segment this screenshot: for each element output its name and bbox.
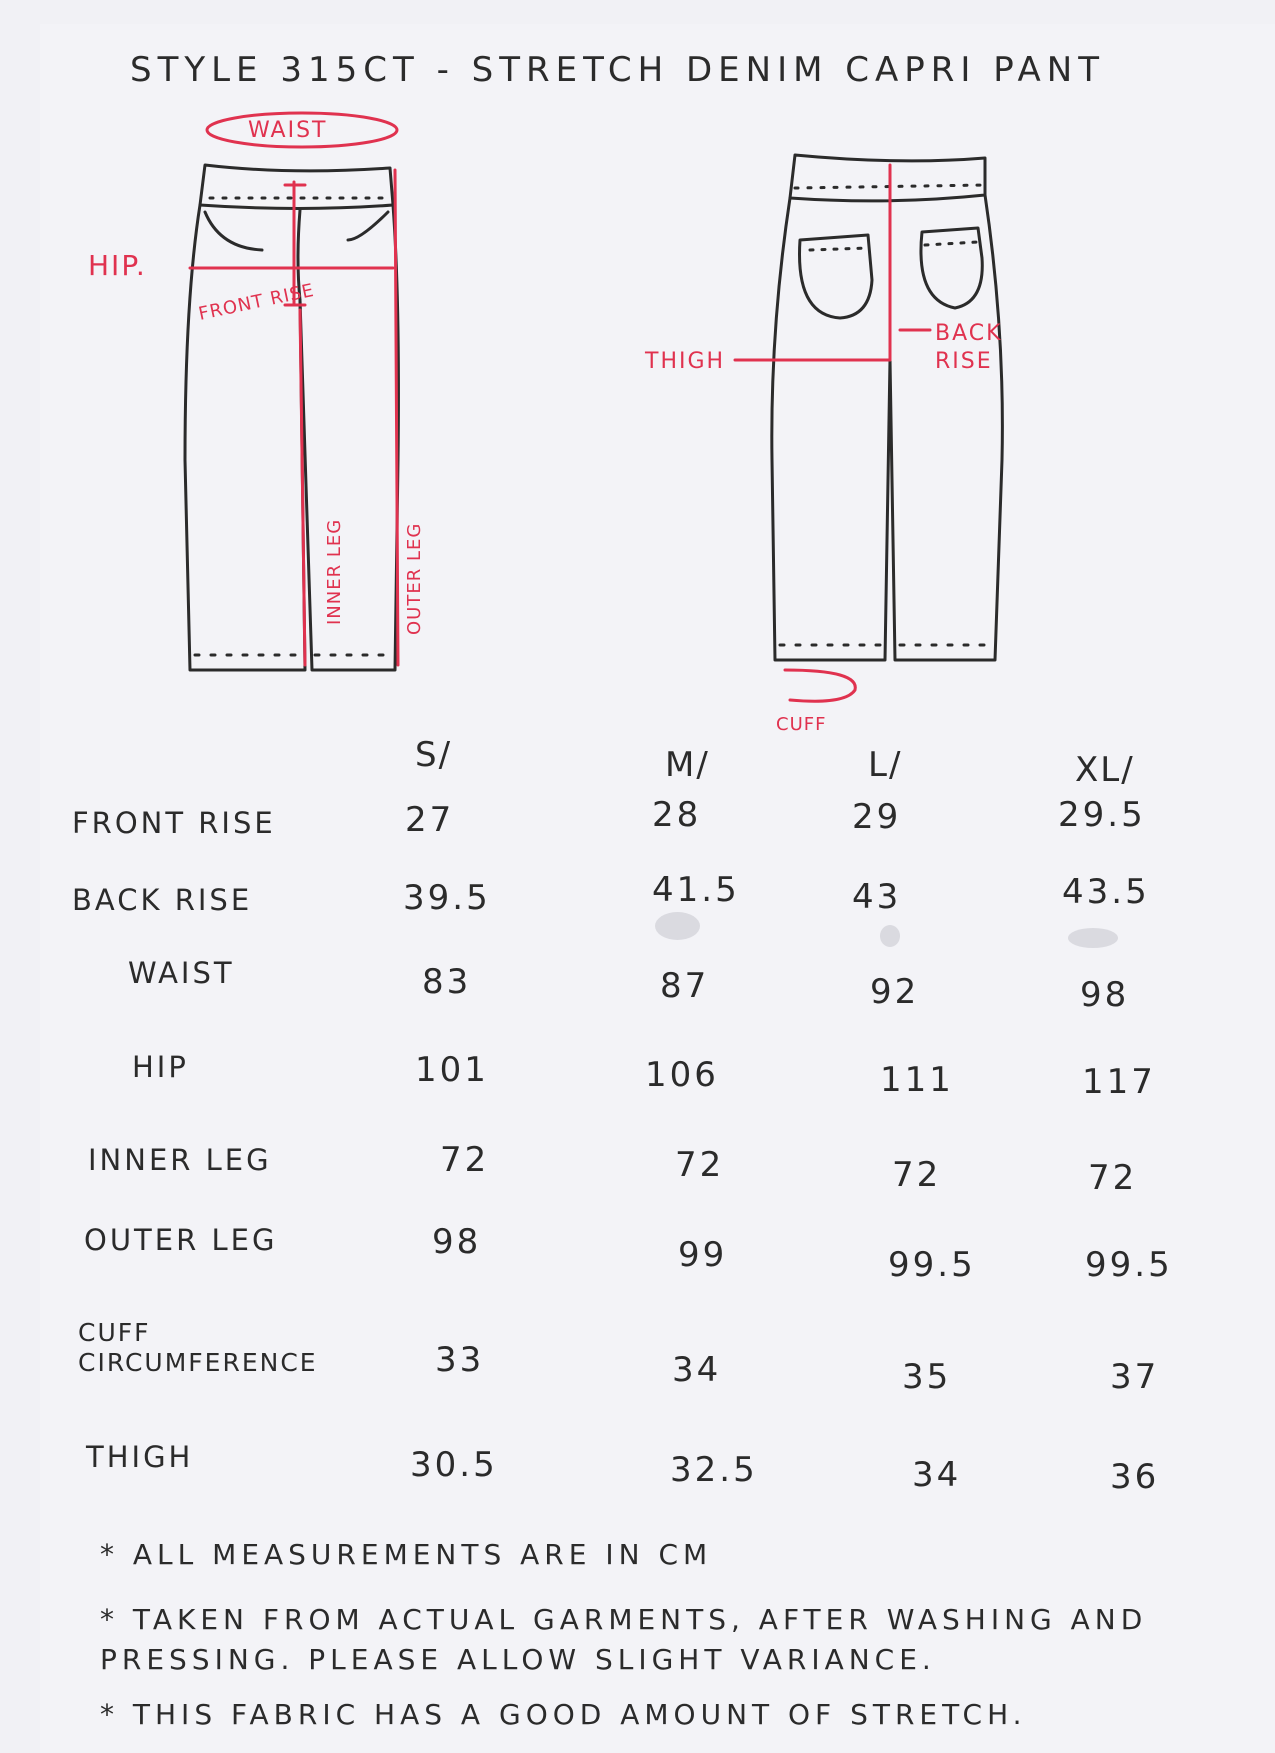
cell-thigh-xl: 36 xyxy=(1110,1457,1160,1497)
cell-inner-leg-m: 72 xyxy=(675,1145,725,1185)
cell-hip-s: 101 xyxy=(415,1050,489,1090)
cell-inner-leg-l: 72 xyxy=(892,1155,942,1195)
cell-cuff-s: 33 xyxy=(435,1340,485,1380)
row-label-waist: WAIST xyxy=(128,956,235,990)
outer-leg-label: OUTER LEG xyxy=(404,522,425,635)
cell-front-rise-m: 28 xyxy=(652,795,702,835)
cell-back-rise-m: 41.5 xyxy=(652,870,740,910)
document-title: STYLE 315CT - STRETCH DENIM CAPRI PANT xyxy=(130,50,1106,90)
row-label-thigh: THIGH xyxy=(86,1440,194,1474)
cell-thigh-m: 32.5 xyxy=(670,1450,758,1490)
cell-outer-leg-m: 99 xyxy=(678,1235,728,1275)
row-label-outer-leg: OUTER LEG xyxy=(84,1223,278,1257)
note-units: * ALL MEASUREMENTS ARE IN CM xyxy=(100,1538,713,1571)
cell-waist-xl: 98 xyxy=(1080,975,1130,1015)
cuff-label: CUFF xyxy=(776,714,827,735)
cell-thigh-s: 30.5 xyxy=(410,1445,498,1485)
inner-leg-label: INNER LEG xyxy=(324,518,345,625)
front-rise-label: FRONT RISE xyxy=(196,279,317,325)
row-label-cuff-circumference: CUFF CIRCUMFERENCE xyxy=(78,1318,318,1377)
cell-outer-leg-s: 98 xyxy=(432,1222,482,1262)
cell-cuff-xl: 37 xyxy=(1110,1357,1160,1397)
cell-inner-leg-xl: 72 xyxy=(1088,1158,1138,1198)
cell-inner-leg-s: 72 xyxy=(440,1140,490,1180)
back-measure-lines xyxy=(735,165,930,701)
cell-waist-l: 92 xyxy=(870,972,920,1012)
cell-cuff-l: 35 xyxy=(902,1357,952,1397)
waist-label: WAIST xyxy=(248,118,328,143)
size-header-s: S/ xyxy=(415,735,453,775)
thigh-label: THIGH xyxy=(645,349,726,374)
pant-diagrams xyxy=(0,0,1275,740)
ink-smudge xyxy=(655,912,700,940)
cell-front-rise-s: 27 xyxy=(405,800,455,840)
cell-thigh-l: 34 xyxy=(912,1455,962,1495)
front-measure-lines xyxy=(190,113,398,665)
size-header-xl: XL/ xyxy=(1075,750,1135,790)
cell-back-rise-s: 39.5 xyxy=(403,878,491,918)
front-view-pant xyxy=(185,165,398,670)
ink-smudge xyxy=(1068,928,1118,948)
cell-hip-l: 111 xyxy=(880,1060,954,1100)
cell-cuff-m: 34 xyxy=(672,1350,722,1390)
back-view-pant xyxy=(772,155,1003,660)
cell-hip-m: 106 xyxy=(645,1055,719,1095)
ink-smudge xyxy=(880,925,900,947)
size-header-l: L/ xyxy=(868,745,903,785)
hip-label: HIP. xyxy=(88,249,147,282)
cell-front-rise-l: 29 xyxy=(852,797,902,837)
cell-waist-s: 83 xyxy=(422,962,472,1002)
cell-waist-m: 87 xyxy=(660,966,710,1006)
cell-back-rise-xl: 43.5 xyxy=(1062,872,1150,912)
size-header-m: M/ xyxy=(665,745,710,785)
cell-outer-leg-l: 99.5 xyxy=(888,1245,976,1285)
row-label-hip: HIP xyxy=(132,1050,189,1084)
cell-outer-leg-xl: 99.5 xyxy=(1085,1245,1173,1285)
cell-hip-xl: 117 xyxy=(1082,1062,1156,1102)
row-label-inner-leg: INNER LEG xyxy=(88,1143,272,1177)
note-variance: * TAKEN FROM ACTUAL GARMENTS, AFTER WASHING AND PRESSING. PLEASE ALLOW SLIGHT VARIANCE. xyxy=(100,1603,1148,1676)
note-stretch: * THIS FABRIC HAS A GOOD AMOUNT OF STRETCH. xyxy=(100,1698,1027,1731)
cell-front-rise-xl: 29.5 xyxy=(1058,795,1146,835)
back-rise-label-line2: RISE xyxy=(935,349,993,374)
cell-back-rise-l: 43 xyxy=(852,877,902,917)
row-label-back-rise: BACK RISE xyxy=(72,883,253,917)
back-rise-label-line1: BACK xyxy=(935,321,1003,346)
row-label-front-rise: FRONT RISE xyxy=(72,806,276,840)
